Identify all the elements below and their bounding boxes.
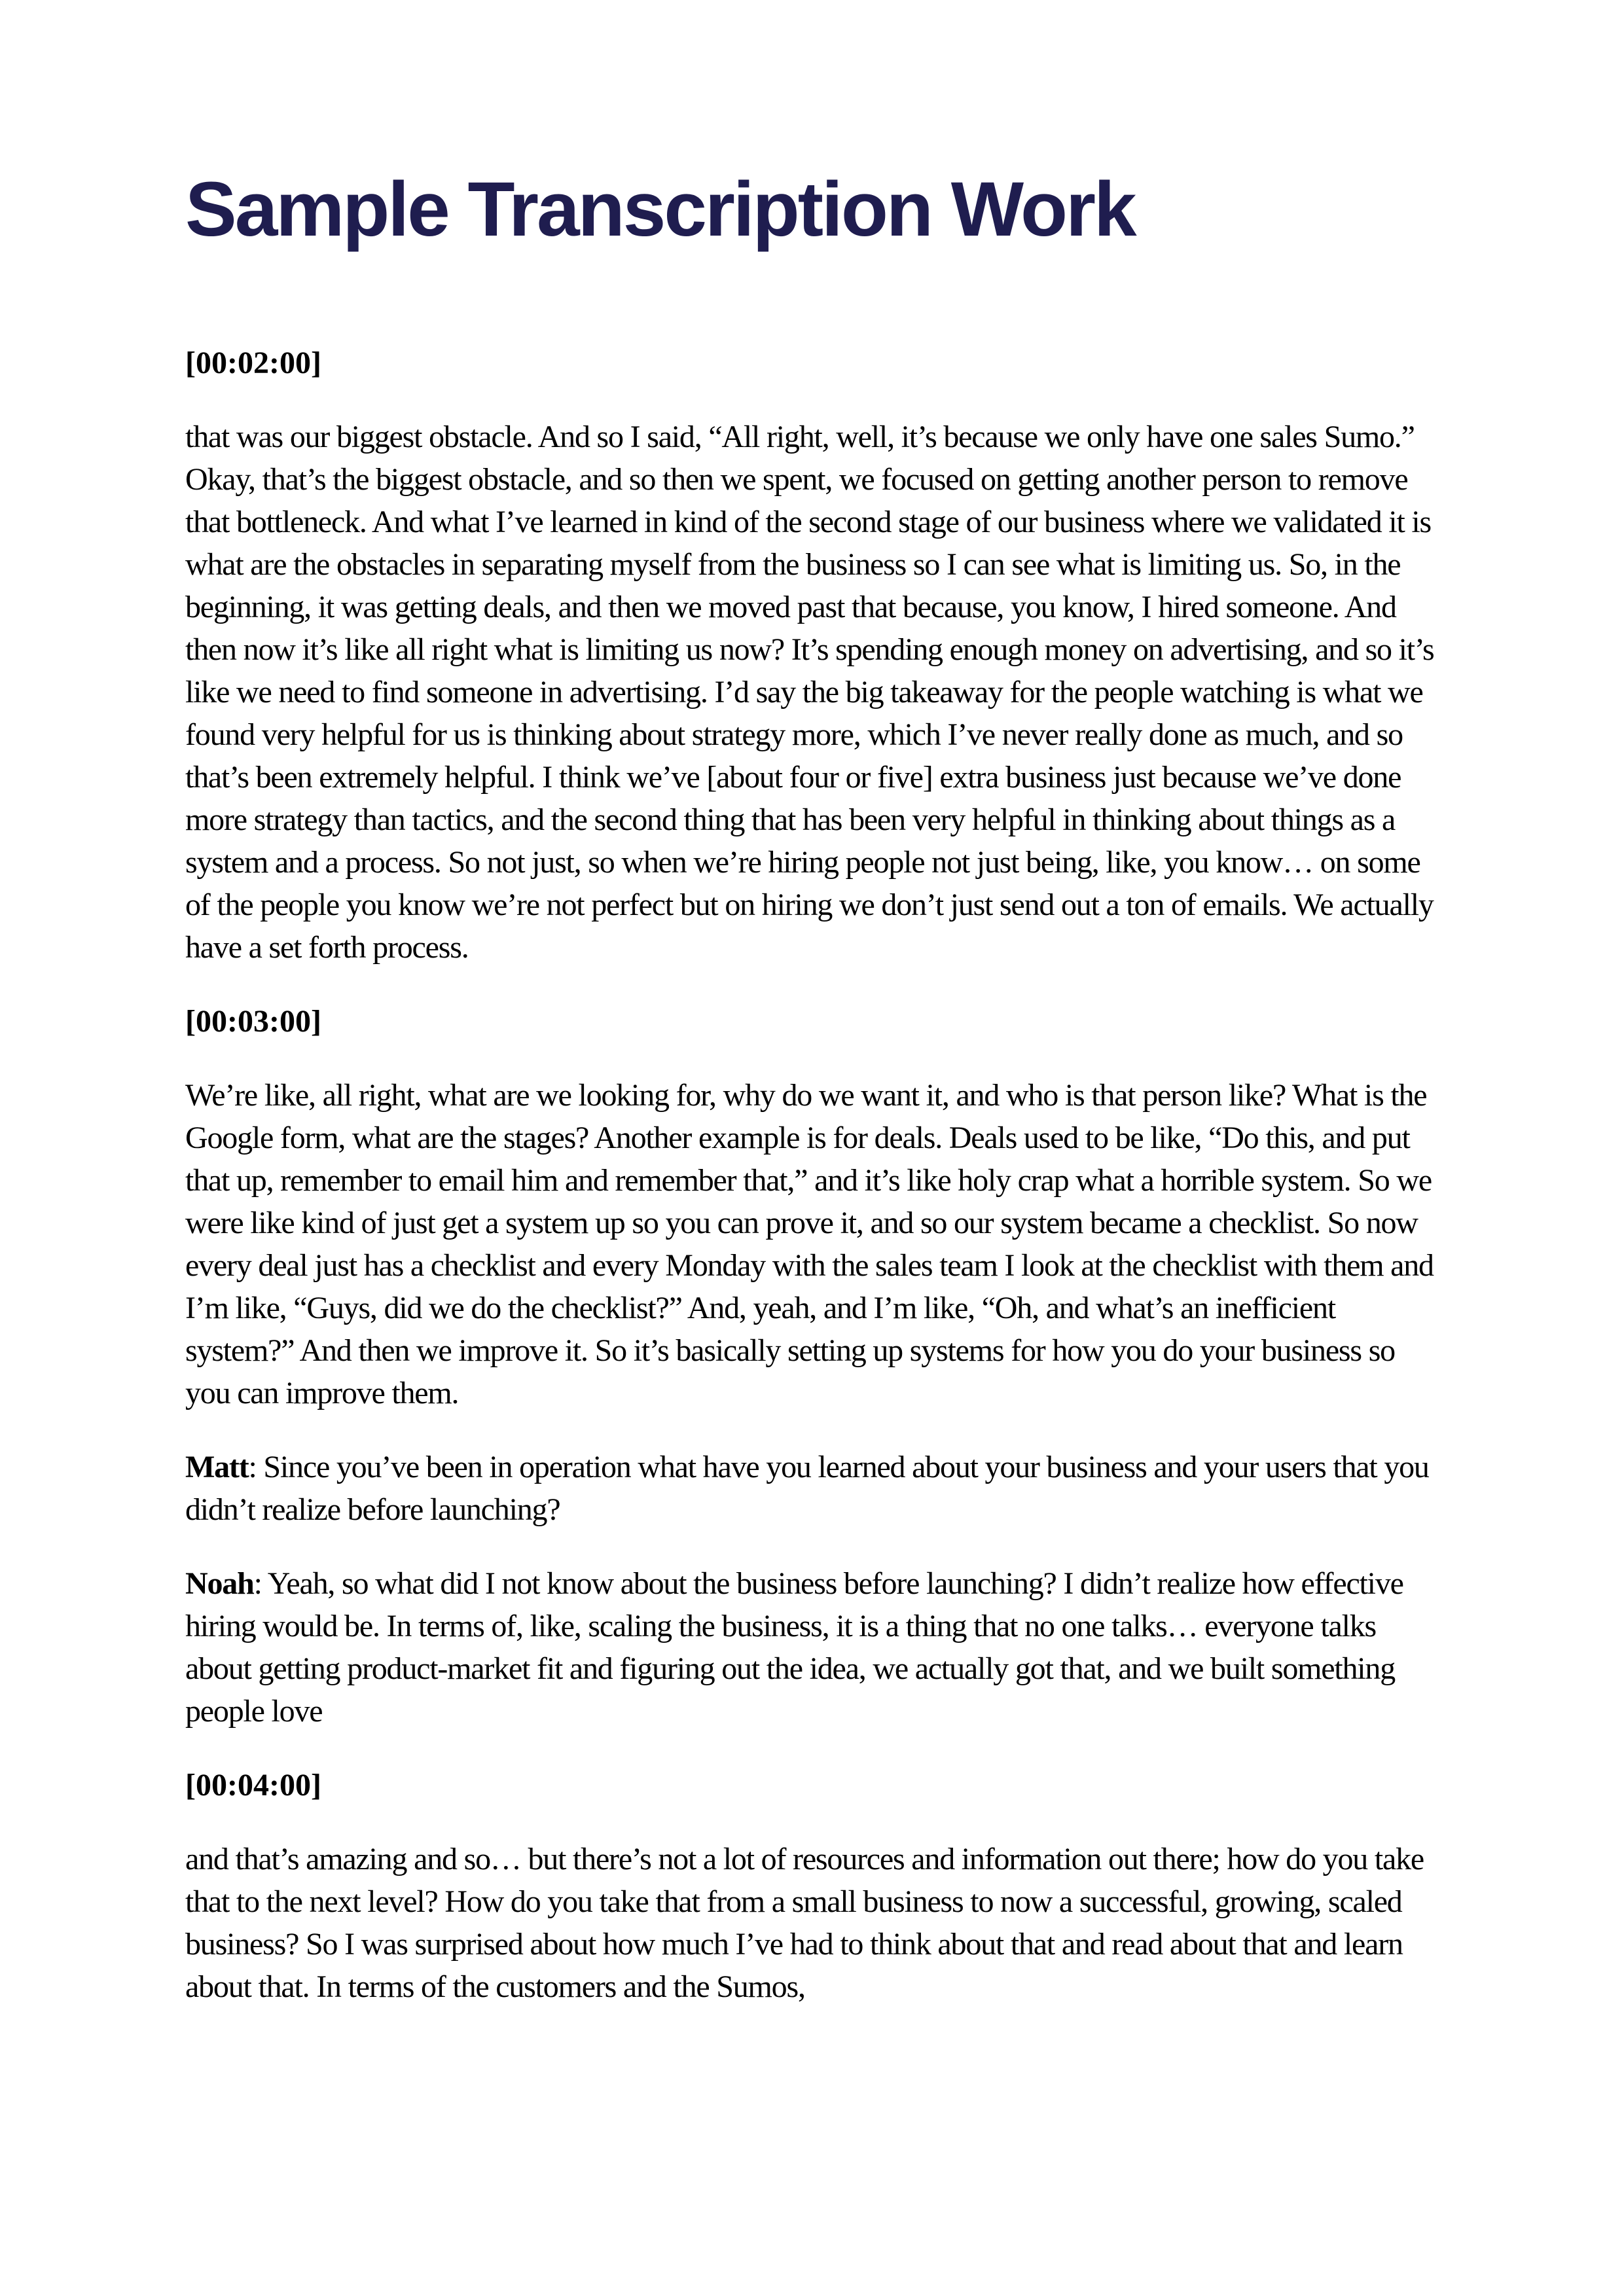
speaker-text: : Since you’ve been in operation what have you learned about your business and your users that you didn’t realize before launching? <box>185 1449 1429 1527</box>
speaker-name: Noah <box>185 1566 254 1601</box>
timestamp-00-03-00: [00:03:00] <box>185 1003 321 1039</box>
transcript-paragraph: We’re like, all right, what are we looking for, why do we want it, and who is that person like? What is the Google form, what are the stages? Another example is for deals. Deals used to be like, “Do this, and put that up, remember to email him and remember that,” and it’s like holy crap what a horrible system. So we were like kind of just get a system up so you can prove it, and so our system became a checklist. So now every deal just has a checklist and every Monday with the sales team I look at the checklist with them and I’m like, “Guys, did we do the checklist?” And, yeah, and I’m like, “Oh, and what’s an inefficient system?” And then we improve it. So it’s basically setting up systems for how you do your business so you can improve them. <box>185 1077 1434 1410</box>
speaker-paragraph-noah <box>185 1562 1435 1732</box>
page-title: Sample Transcription Work <box>185 166 1135 253</box>
speaker-name: Matt <box>185 1449 249 1484</box>
transcript-paragraph: that was our biggest obstacle. And so I said, “All right, well, it’s because we only have one sales Sumo.” Okay, that’s the biggest obstacle, and so then we spent, we focused on getting another person to remove that bottleneck. And what I’ve learned in kind of the second stage of our business where we validated it is what are the obstacles in separating myself from the business so I can see what is limiting us. So, in the beginning, it was getting deals, and then we moved past that because, you know, I hired someone. And then now it’s like all right what is limiting us now? It’s spending enough money on advertising, and so it’s like we need to find someone in advertising. I’d say the big takeaway for the people watching is what we found very helpful for us is thinking about strategy more, which I’ve never really done as much, and so that’s been extremely helpful. I think we’ve [about four or five] extra business just because we’ve done more strategy than tactics, and the second thing that has been very helpful in thinking about things as a system and a process. So not just, so when we’re hiring people not just being, like, you know… on some of the people you know we’re not perfect but on hiring we don’t just send out a ton of emails. We actually have a set forth process. <box>185 419 1434 965</box>
speaker-paragraph-matt <box>185 1446 1435 1531</box>
transcript-paragraph: and that’s amazing and so… but there’s not a lot of resources and information out there; how do you take that to the next level? How do you take that from a small business to now a successful, growing, scaled business? So I was surprised about how much I’ve had to think about that and read about that and learn about that. In terms of the customers and the Sumos, <box>185 1841 1424 2004</box>
speaker-text: : Yeah, so what did I not know about the business before launching? I didn’t realize how effective hiring would be. In terms of, like, scaling the business, it is a thing that no one talks… everyone talks about getting product-market fit and figuring out the idea, we actually got that, and we built something people love <box>185 1566 1403 1729</box>
timestamp-00-04-00: [00:04:00] <box>185 1767 321 1803</box>
timestamp-00-02-00: [00:02:00] <box>185 345 321 380</box>
